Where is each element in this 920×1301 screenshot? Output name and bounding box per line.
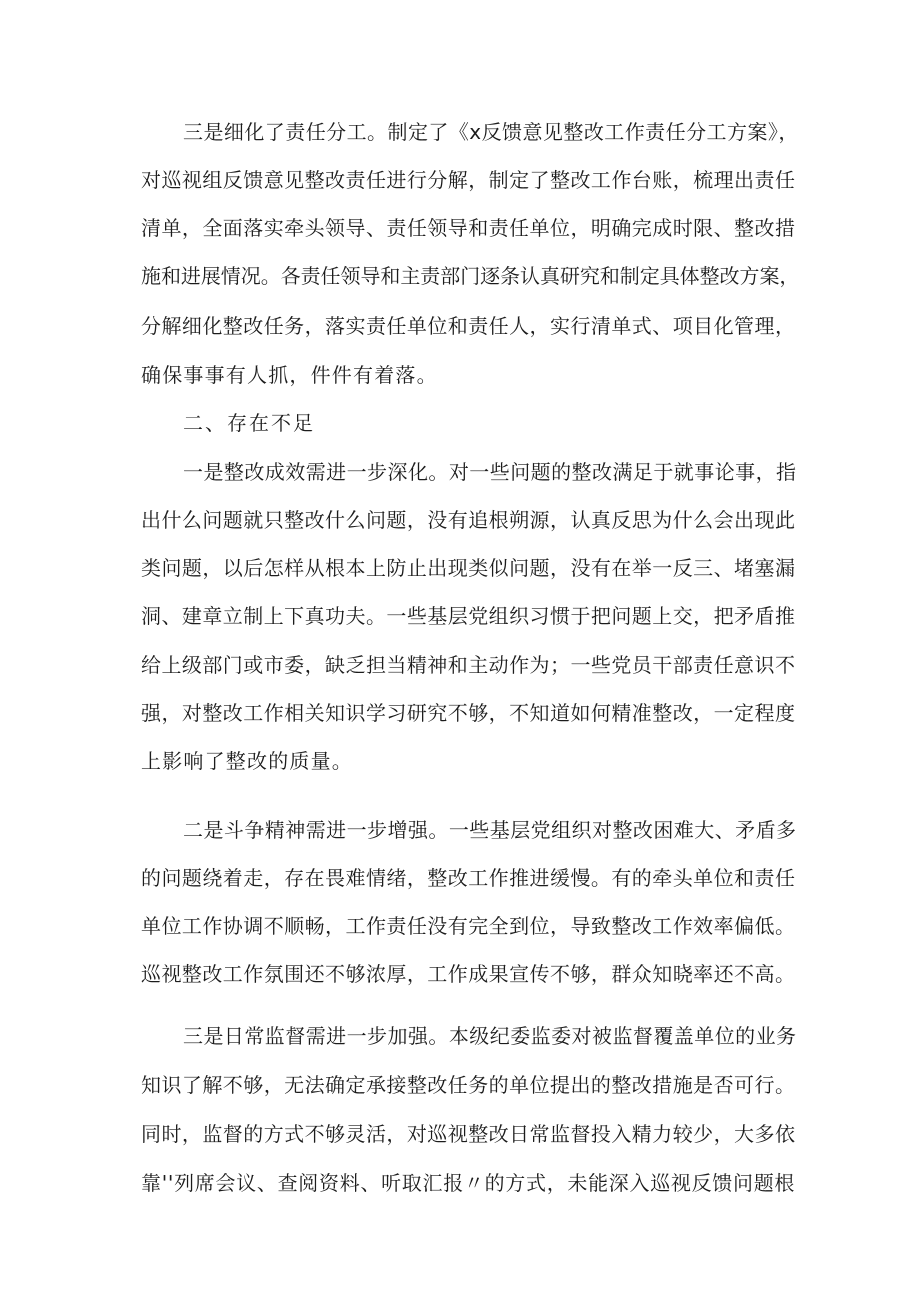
paragraph-2-line-4: 洞、建章立制上下真功夫。一些基层党组织习惯于把问题上交，把矛盾推: [141, 604, 796, 628]
paragraph-4-line-4: 靠''列席会议、查阅资料、听取汇报〃的方式，未能深入巡视反馈问题根: [141, 1171, 796, 1195]
paragraph-2-line-1: 一是整改成效需进一步深化。对一些问题的整改满足于就事论事，指: [183, 460, 797, 484]
paragraph-4-line-1: 三是日常监督需进一步加强。本级纪委监委对被监督覆盖单位的业务: [183, 1024, 797, 1048]
paragraph-4-line-2: 知识了解不够，无法确定承接整改任务的单位提出的整改措施是否可行。: [141, 1073, 796, 1097]
paragraph-1-line-2: 对巡视组反馈意见整改责任进行分解，制定了整改工作台账，梳理出责任: [141, 168, 796, 192]
paragraph-3-line-3: 单位工作协调不顺畅，工作责任没有完全到位，导致整改工作效率偏低。: [141, 914, 796, 938]
paragraph-3-line-4: 巡视整改工作氛围还不够浓厚，工作成果宣传不够，群众知晓率还不高。: [141, 962, 796, 986]
paragraph-1-line-5: 分解细化整改任务，落实责任单位和责任人，实行清单式、项目化管理，: [141, 314, 796, 338]
paragraph-3-line-1: 二是斗争精神需进一步增强。一些基层党组织对整改困难大、矛盾多: [183, 818, 797, 842]
paragraph-2-line-5: 给上级部门或市委，缺乏担当精神和主动作为；一些党员干部责任意识不: [141, 653, 796, 677]
paragraph-2-line-6: 强，对整改工作相关知识学习研究不够，不知道如何精准整改，一定程度: [141, 701, 796, 725]
paragraph-2-line-7: 上影响了整改的质量。: [141, 749, 353, 773]
paragraph-1-line-6: 确保事事有人抓，件件有着落。: [141, 363, 438, 387]
paragraph-1-line-1: 三是细化了责任分工。制定了《x反馈意见整改工作责任分工方案》，: [183, 120, 799, 144]
paragraph-1-line-3: 清单，全面落实牵头领导、责任领导和责任单位，明确完成时限、整改措: [141, 216, 796, 240]
paragraph-2-line-3: 类问题，以后怎样从根本上防止出现类似问题，没有在举一反三、堵塞漏: [141, 556, 796, 580]
paragraph-2-line-2: 出什么问题就只整改什么问题，没有追根朔源，认真反思为什么会出现此: [141, 508, 796, 532]
paragraph-4-line-3: 同时，监督的方式不够灵活，对巡视整改日常监督投入精力较少，大多依: [141, 1122, 796, 1146]
section-heading: 二、存在不足: [183, 411, 315, 435]
paragraph-3-line-2: 的问题绕着走，存在畏难情绪，整改工作推进缓慢。有的牵头单位和责任: [141, 866, 796, 890]
paragraph-1-line-4: 施和进展情况。各责任领导和主责部门逐条认真研究和制定具体整改方案，: [141, 264, 800, 288]
